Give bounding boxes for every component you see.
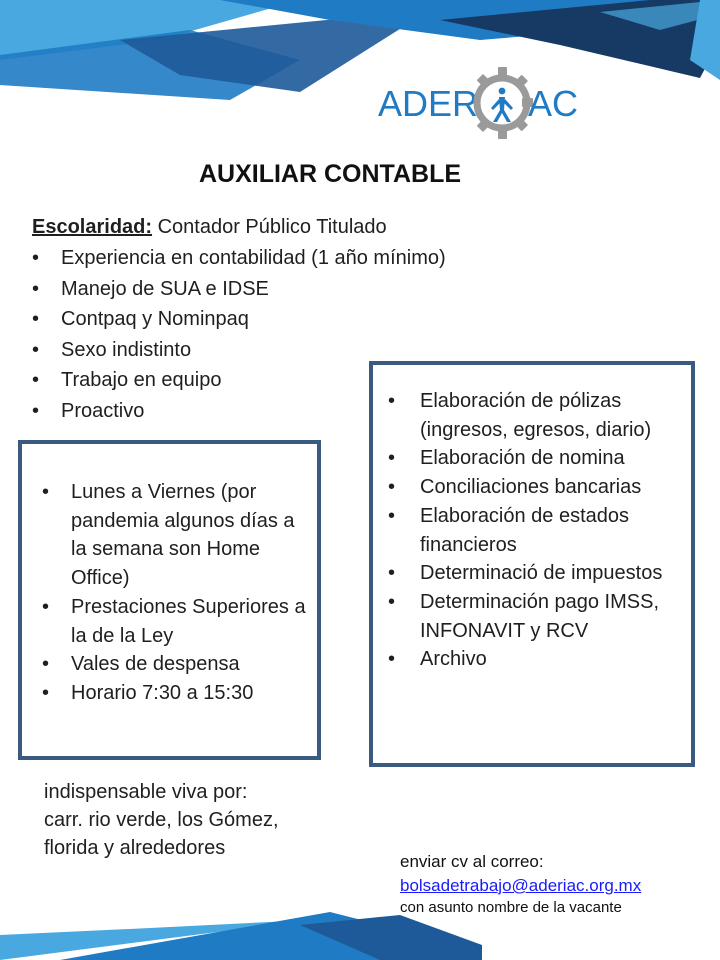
list-item: • Sexo indistinto [32, 337, 502, 363]
gear-person-logo-icon [469, 66, 535, 140]
logo-text-left: ADER [378, 83, 479, 124]
list-item: • Trabajo en equipo [32, 367, 502, 393]
page-title: AUXILIAR CONTABLE [198, 160, 462, 188]
list-item: • Contpaq y Nominpaq [32, 306, 502, 332]
location-line: indispensable viva por: [44, 781, 248, 803]
list-item: • Proactivo [32, 398, 502, 424]
logo-text-right: AC [528, 83, 579, 124]
education-label: Escolaridad: [32, 216, 153, 238]
list-item: • Archivo [388, 645, 683, 674]
list-item: • Experiencia en contabilidad (1 año mínimo) [32, 245, 502, 271]
list-item: • Conciliaciones bancarias [388, 473, 683, 502]
contact-section [400, 850, 641, 918]
list-item: • Elaboración de nomina [388, 444, 683, 473]
list-item: • Elaboración de estados financieros [388, 502, 683, 559]
benefits-box [18, 440, 321, 760]
education-line [32, 214, 502, 240]
duties-box [369, 361, 695, 767]
education-value: Contador Público Titulado [152, 216, 387, 238]
list-item: • Determinación pago IMSS, INFONAVIT y RCV [388, 588, 683, 645]
company-logo [378, 66, 579, 140]
list-item: • Elaboración de pólizas (ingresos, egresos, diario) [388, 387, 683, 444]
email-link[interactable]: bolsadetrabajo@aderiac.org.mx [400, 876, 642, 895]
benefits-list [42, 478, 307, 708]
duties-list [388, 387, 683, 674]
list-item: • Prestaciones Superiores a la de la Ley [42, 593, 307, 650]
list-item: • Manejo de SUA e IDSE [32, 276, 502, 302]
location-requirement [44, 778, 279, 862]
location-line: carr. rio verde, los Gómez, [44, 809, 279, 831]
contact-instruction: enviar cv al correo: [400, 852, 544, 871]
list-item: • Lunes a Viernes (por pandemia algunos días a la semana son Home Office) [42, 478, 307, 593]
contact-subject-note: con asunto nombre de la vacante [400, 899, 622, 916]
list-item: • Vales de despensa [42, 650, 307, 679]
list-item: • Determinació de impuestos [388, 559, 683, 588]
location-line: florida y alrededores [44, 837, 226, 859]
list-item: • Horario 7:30 a 15:30 [42, 679, 307, 708]
